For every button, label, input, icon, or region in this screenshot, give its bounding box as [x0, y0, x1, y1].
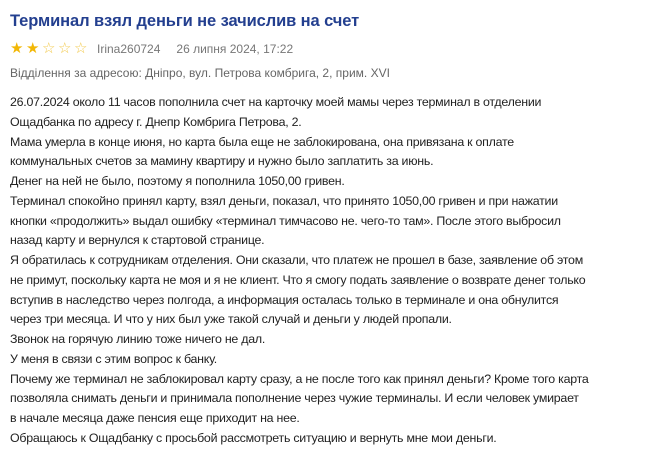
- review-text-line: кнопки «продолжить» выдал ошибку «терминал тимчасово не. чего-то там». После этого выбросил: [10, 213, 561, 228]
- review-text-line: позволяла снимать деньги и принимала пополнение через чужие терминалы. И если человек умирает: [10, 391, 579, 406]
- review-text-line: не примут, поскольку карта не моя и я не клиент. Что я смогу подать заявление о возврате денег только: [10, 272, 586, 287]
- review-author[interactable]: Irina260724: [97, 41, 161, 56]
- review-date: 26 липня 2024, 17:22: [176, 41, 294, 56]
- review-text-line: Звонок на горячую линию тоже ничего не дал.: [10, 332, 266, 346]
- review-meta: [10, 41, 293, 56]
- review-text-line: вступив в наследство через полгода, а информация осталась только в терминале и она обнулится: [10, 292, 559, 307]
- review-text-line: У меня в связи с этим вопрос к банку.: [10, 351, 217, 366]
- rating-stars: [10, 41, 89, 56]
- review-text-line: Терминал спокойно принял карту, взял деньги, показал, что принято 1050,00 гривен и при нажатии: [10, 193, 558, 208]
- review-text-line: Обращаюсь к Ощадбанку с просьбой рассмотреть ситуацию и вернуть мне мои деньги.: [10, 430, 497, 445]
- star-empty-icon: ☆: [74, 40, 88, 57]
- review-text-line: коммунальных счетов за мамину квартиру и нужно было заплатить за июнь.: [10, 154, 434, 169]
- review-text-line: в начале месяца даже пенсия еще приходит на нее.: [10, 411, 300, 425]
- review-text-line: Мама умерла в конце июня, но карта была еще не заблокирована, она привязана к оплате: [10, 134, 514, 149]
- review-text-line: назад карту и вернулся к стартовой странице.: [10, 233, 265, 248]
- review-text-line: Денег на ней не было, поэтому я пополнила 1050,00 гривен.: [10, 174, 345, 188]
- branch-address: Відділення за адресою: Дніпро, вул. Петрова комбрига, 2, прим. XVI: [10, 66, 390, 80]
- star-empty-icon: ☆: [58, 40, 72, 57]
- review-text-line: Я обратилась к сотрудникам отделения. Они сказали, что платеж не прошел в базе, заявление об этом: [10, 253, 583, 267]
- star-filled-icon: ★: [26, 40, 40, 57]
- review-title[interactable]: Терминал взял деньги не зачислив на счет: [10, 12, 360, 30]
- review-text-line: 26.07.2024 около 11 часов пополнила счет на карточку моей мамы через терминал в отделении: [10, 95, 542, 109]
- review-body: [10, 93, 589, 449]
- review-text-line: Почему же терминал не заблокировал карту сразу, а не после того как принял деньги? Кроме того карта: [10, 371, 589, 386]
- review-text-line: Ощадбанка по адресу г. Днепр Комбрига Петрова, 2.: [10, 114, 302, 129]
- review-text-line: через три месяца. И что у них был уже такой случай и деньги у людей пропали.: [10, 312, 452, 327]
- star-filled-icon: ★: [10, 40, 24, 57]
- star-empty-icon: ☆: [42, 40, 56, 57]
